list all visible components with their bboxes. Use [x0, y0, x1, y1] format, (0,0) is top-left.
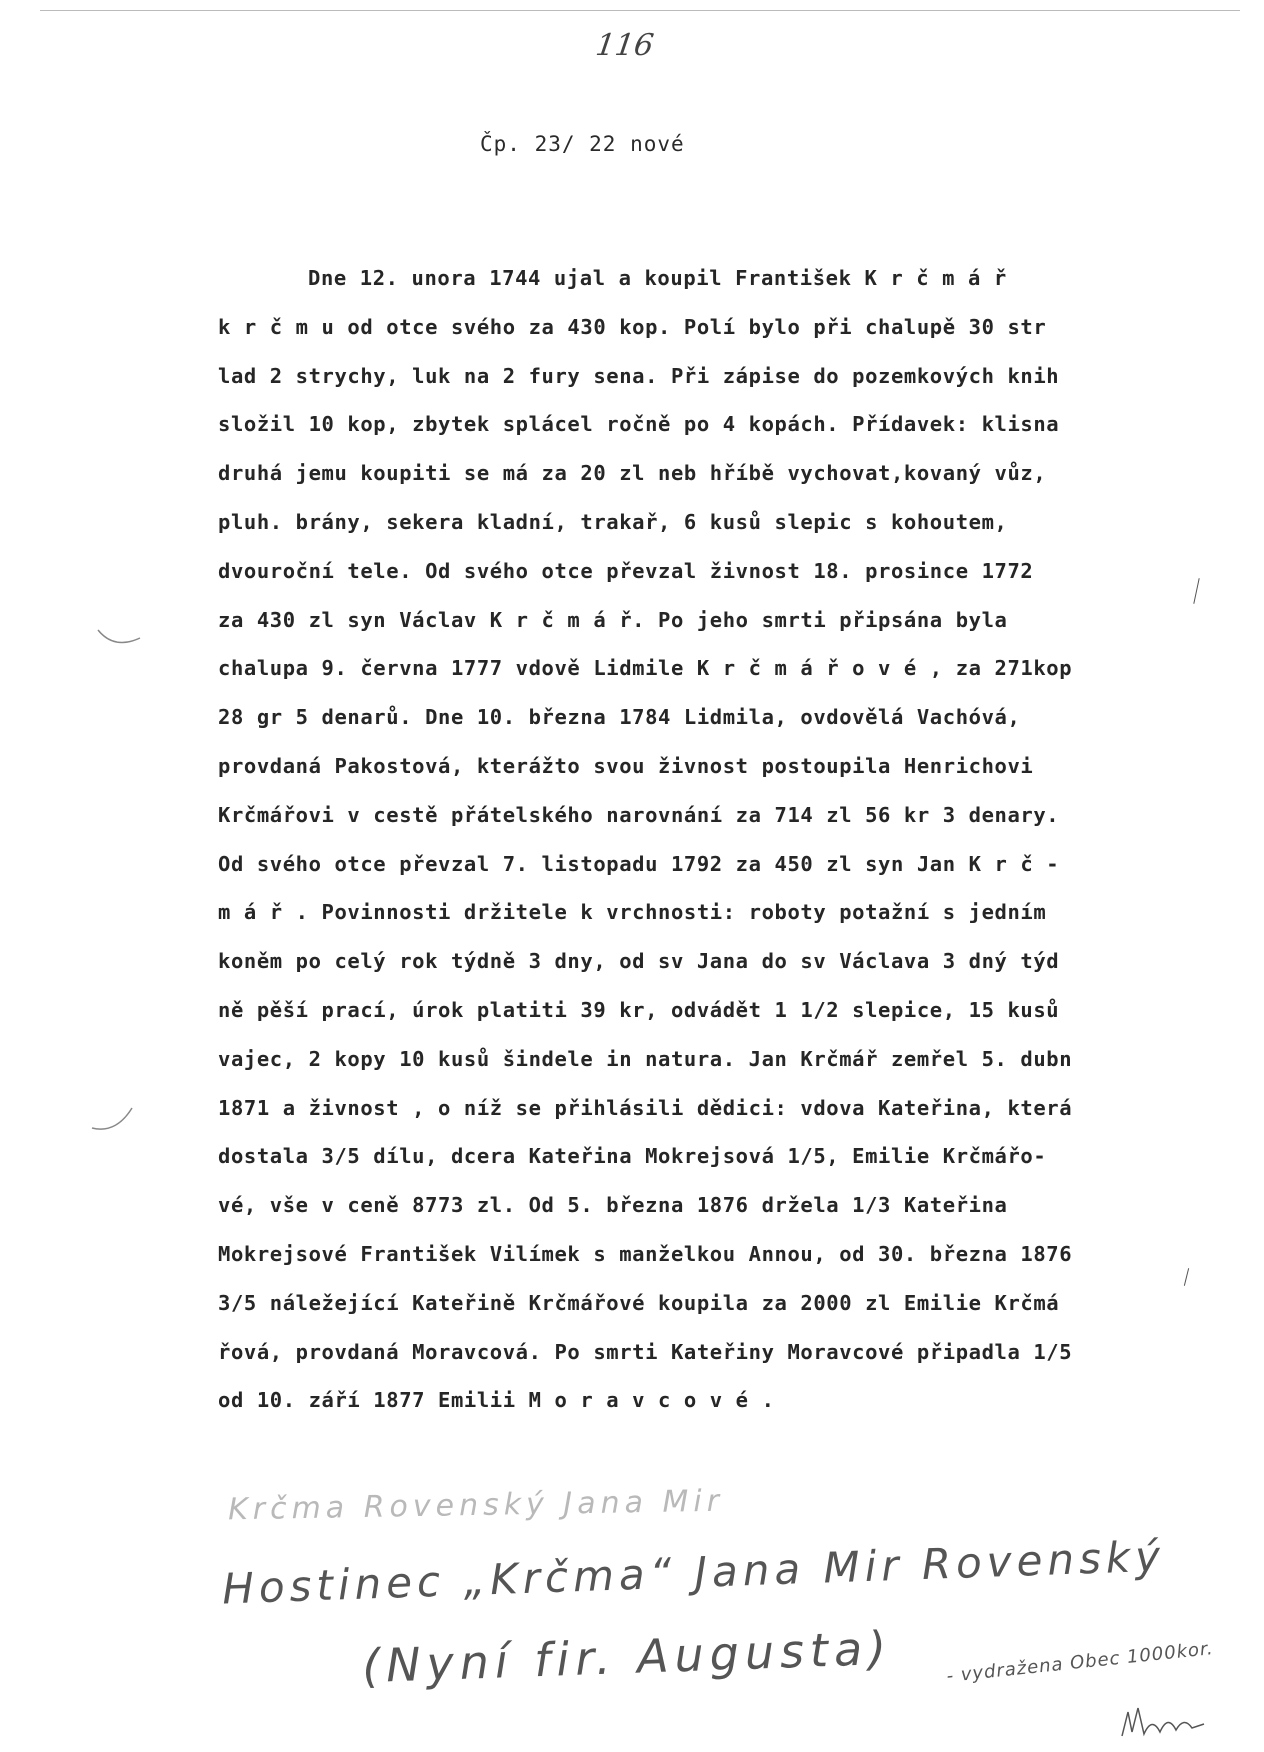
- body-line: Krčmářovi v cestě přátelského narovnání za 714 zl 56 kr 3 denary.: [218, 802, 1060, 827]
- signature-scribble: [1118, 1702, 1208, 1742]
- margin-mark: [96, 620, 146, 656]
- handwritten-annotation: - vydražena Obec 1000kor.: [945, 1638, 1215, 1687]
- document-heading: Čp. 23/ 22 nové: [480, 132, 685, 156]
- top-edge-line: [40, 10, 1240, 11]
- body-line: pluh. brány, sekera kladní, trakař, 6 kusů slepic s kohoutem,: [218, 509, 1008, 534]
- body-line: ně pěší prací, úrok platiti 39 kr, odvádět 1 1/2 slepice, 15 kusů: [218, 997, 1060, 1022]
- body-line: m á ř . Povinnosti držitele k vrchnosti: roboty potažní s jedním: [218, 900, 1047, 925]
- typed-body: [218, 254, 1198, 1425]
- handwritten-note-faint: Krčma Rovenský Jana Mir: [227, 1483, 725, 1528]
- page-number: 116: [593, 28, 656, 63]
- handwritten-note: (Nyní fir. Augusta): [361, 1620, 893, 1694]
- body-line: dostala 3/5 dílu, dcera Kateřina Mokrejsová 1/5, Emilie Krčmářo-: [218, 1144, 1047, 1169]
- body-line: chalupa 9. června 1777 vdově Lidmile K r č m á ř o v é , za 271kop: [218, 656, 1073, 681]
- body-line: Dne 12. unora 1744 ujal a koupil František K r č m á ř: [308, 266, 1007, 290]
- body-line: 3/5 náležející Kateřině Krčmářové koupila za 2000 zl Emilie Krčmá: [218, 1290, 1060, 1315]
- body-line: od 10. září 1877 Emilii M o r a v c o v é .: [218, 1388, 775, 1413]
- body-line: 28 gr 5 denarů. Dne 10. března 1784 Lidmila, ovdovělá Vachóvá,: [218, 705, 1021, 730]
- body-line: provdaná Pakostová, kterážto svou živnost postoupila Henrichovi: [218, 753, 1034, 778]
- body-line: 1871 a živnost , o níž se přihlásili dědici: vdova Kateřina, která: [218, 1095, 1073, 1120]
- body-line: druhá jemu koupiti se má za 20 zl neb hříbě vychovat,kovaný vůz,: [218, 461, 1047, 486]
- body-line: Od svého otce převzal 7. listopadu 1792 za 450 zl syn Jan K r č -: [218, 851, 1060, 876]
- body-line: Mokrejsové František Vilímek s manželkou Annou, od 30. března 1876: [218, 1241, 1073, 1266]
- body-line: řová, provdaná Moravcová. Po smrti Kateřiny Moravcové připadla 1/5: [218, 1339, 1073, 1364]
- body-line: vé, vše v ceně 8773 zl. Od 5. března 1876 držela 1/3 Kateřina: [218, 1193, 1008, 1218]
- body-line: lad 2 strychy, luk na 2 fury sena. Při zápise do pozemkových knih: [218, 363, 1060, 388]
- body-line: koněm po celý rok týdně 3 dny, od sv Jana do sv Václava 3 dný týd: [218, 949, 1060, 974]
- margin-mark: [90, 1106, 140, 1136]
- body-line: za 430 zl syn Václav K r č m á ř. Po jeho smrti připsána byla: [218, 607, 1008, 632]
- body-line: vajec, 2 kopy 10 kusů šindele in natura. Jan Krčmář zemřel 5. dubn: [218, 1046, 1073, 1071]
- body-line: složil 10 kop, zbytek splácel ročně po 4 kopách. Přídavek: klisna: [218, 412, 1060, 437]
- body-line: k r č m u od otce svého za 430 kop. Polí bylo při chalupě 30 str: [218, 314, 1047, 339]
- body-line: dvouroční tele. Od svého otce převzal živnost 18. prosince 1772: [218, 558, 1034, 583]
- handwritten-note: Hostinec „Krčma“ Jana Mir Rovenský: [221, 1531, 1166, 1614]
